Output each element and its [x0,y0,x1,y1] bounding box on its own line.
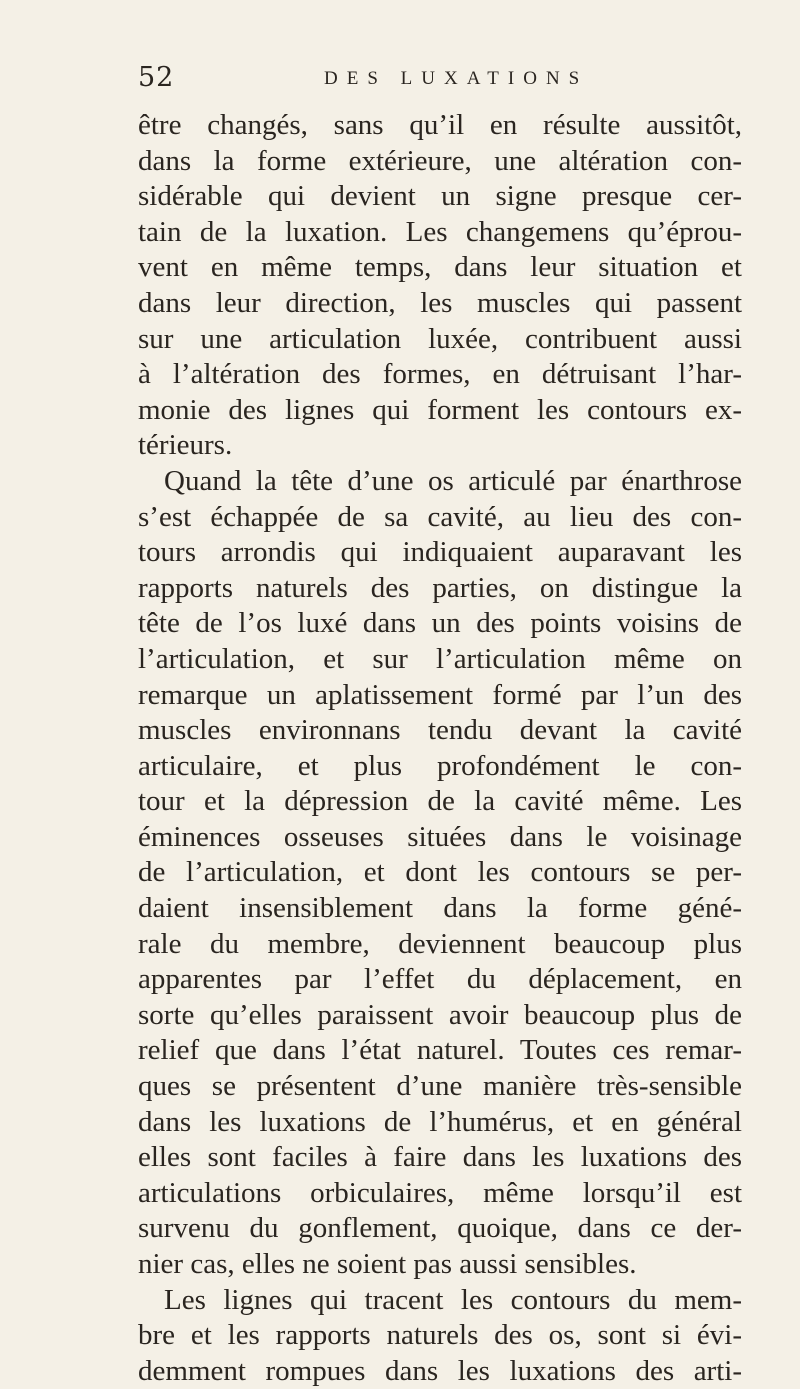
text-line: bre et les rapports naturels des os, sont si évi- [138,1319,742,1352]
text-line: articulaire, et plus profondément le con- [138,749,742,782]
text-line: sur une articulation luxée, contribuent aussi [138,322,742,355]
text-line: daient insensiblement dans la forme géné- [138,892,742,925]
text-line: sorte qu’elles paraissent avoir beaucoup plus de [138,998,742,1031]
text-line: muscles environnans tendu devant la cavité [138,714,742,747]
text-line: demment rompues dans les luxations des arti- [138,1354,742,1387]
text-line: dans les luxations de l’humérus, et en général [138,1105,742,1138]
text-line: vent en même temps, dans leur situation et [138,251,742,284]
text-line: dans leur direction, les muscles qui passent [138,286,742,319]
text-line: de l’articulation, et dont les contours se per- [138,856,742,889]
text-line: tain de la luxation. Les changemens qu’éprou- [138,215,742,248]
text-line: s’est échappée de sa cavité, au lieu des con- [138,500,742,533]
text-line: nier cas, elles ne soient pas aussi sensibles. [138,1248,637,1280]
text-line: éminences osseuses situées dans le voisinage [138,820,742,853]
running-head: DES LUXATIONS [324,68,589,89]
text-line: tours arrondis qui indiquaient auparavant les [138,536,742,569]
text-line: rale du membre, deviennent beaucoup plus [138,927,742,960]
text-line: monie des lignes qui forment les contours ex- [138,393,742,426]
text-line: remarque un aplatissement formé par l’un des [138,678,742,711]
text-line: elles sont faciles à faire dans les luxations des [138,1141,742,1174]
text-line: tête de l’os luxé dans un des points voisins de [138,607,742,640]
text-line: ques se présentent d’une manière très-sensible [138,1070,742,1103]
text-line: tour et la dépression de la cavité même. Les [138,785,742,818]
page-header [138,62,742,102]
text-line: être changés, sans qu’il en résulte aussitôt, [138,109,742,141]
text-line: dans la forme extérieure, une altération con- [138,144,742,177]
text-line: relief que dans l’état naturel. Toutes ces remar- [138,1034,742,1067]
text-line: articulations orbiculaires, même lorsqu’il est [138,1176,742,1209]
text-line: Quand la tête d’une os articulé par énarthrose [164,464,742,497]
text-line: Les lignes qui tracent les contours du mem- [164,1283,742,1316]
page-number: 52 [138,62,175,93]
body-text [138,108,742,1389]
text-line: l’articulation, et sur l’articulation même on [138,642,742,675]
text-line: à l’altération des formes, en détruisant l’har- [138,358,742,391]
text-line: survenu du gonflement, quoique, dans ce der- [138,1212,742,1245]
text-line: sidérable qui devient un signe presque cer- [138,180,742,213]
text-line: apparentes par l’effet du déplacement, en [138,963,742,996]
text-line: térieurs. [138,429,233,462]
text-line: rapports naturels des parties, on distingue la [138,571,742,604]
